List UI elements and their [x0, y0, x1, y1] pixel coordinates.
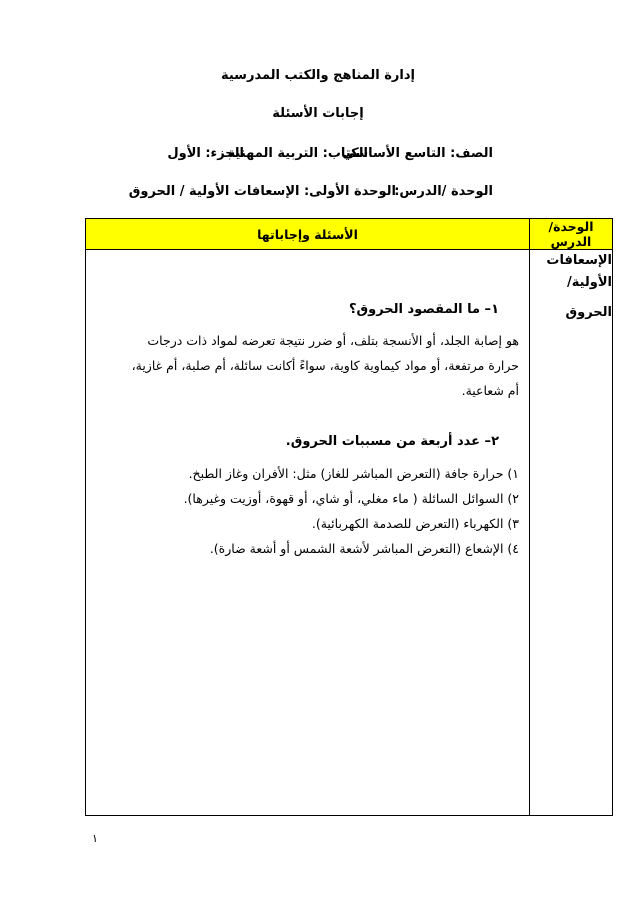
- answer-2-item: ٣) الكهرباء (التعرض للصدمة الكهربائية).: [311, 516, 519, 531]
- answer-2-item: ٤) الإشعاع (التعرض المباشر لأشعة الشمس أو أشعة ضارة).: [209, 541, 519, 556]
- unit-line: الحروق: [565, 305, 612, 320]
- table-header-row: [86, 219, 613, 250]
- answer-1: هو إصابة الجلد، أو الأنسجة بتلف، أو ضرر نتيجة تعرضه لمواد ذات درجات حرارة مرتفعة، أو مواد كيماوية كاوية، سواءً أكانت سائلة، أم صلبة، أم غازية، أم شعاعية.: [131, 333, 519, 398]
- qa-table: [85, 218, 613, 816]
- page-number: ١: [92, 832, 98, 845]
- unit-column-header: الوحدة/الدرس: [530, 219, 613, 250]
- table-body-row: [86, 250, 613, 816]
- question-2: ٢– عدد أربعة من مسببات الحروق.: [285, 434, 499, 449]
- qa-cell: [86, 250, 530, 816]
- part-label: الجزء: الأول: [167, 146, 244, 161]
- unit-line: الإسعافات: [546, 253, 612, 268]
- answer-2-item: ١) حرارة جافة (التعرض المباشر للغاز) مثل: الأفران وغاز الطبخ.: [188, 466, 519, 481]
- answer-2-item: ٢) السوائل السائلة ( ماء مغلي، أو شاي، أو قهوة، أوزيت وغيرها).: [183, 491, 519, 506]
- unit-line: الأولية/: [566, 275, 612, 290]
- unit-lesson-value: الوحدة الأولى: الإسعافات الأولية / الحروق: [128, 184, 396, 199]
- book-label: الكتاب: التربية المهنية: [227, 146, 368, 161]
- question-1: ١– ما المقصود الحروق؟: [348, 302, 499, 317]
- unit-cell: [530, 250, 613, 816]
- unit-lesson-label: الوحدة /الدرس:: [394, 184, 493, 199]
- department-title: إدارة المناهج والكتب المدرسية: [220, 68, 415, 83]
- qa-column-header: الأسئلة وإجاباتها: [86, 219, 530, 250]
- grade-label: الصف: التاسع الأساسي: [342, 146, 493, 161]
- page-title: إجابات الأسئلة: [272, 106, 364, 121]
